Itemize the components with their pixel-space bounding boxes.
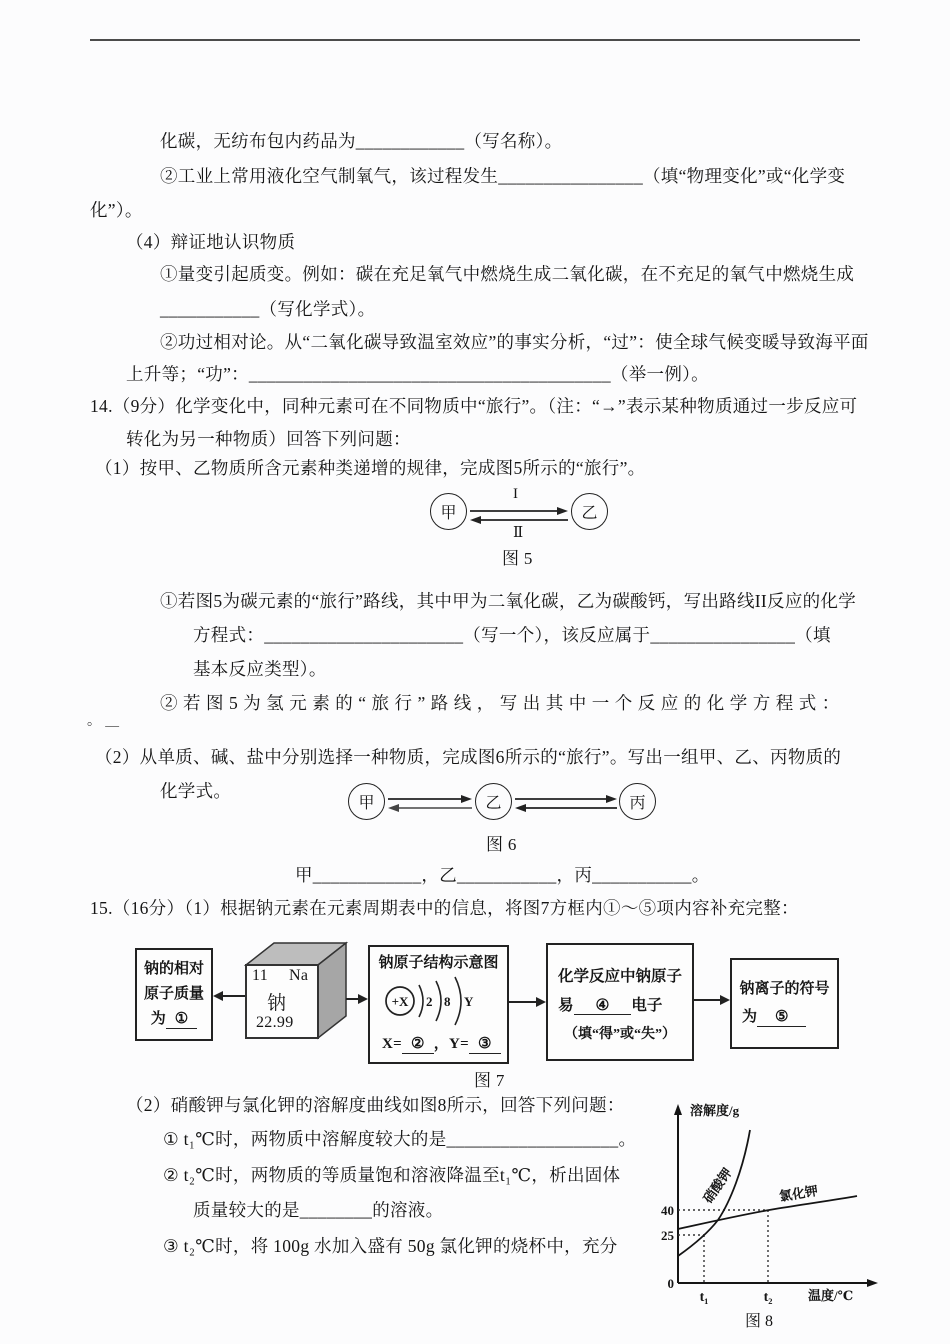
- q15-item3: ③ t₂℃时，将 100g 水加入盛有 50g 氯化钾的烧杯中，充分: [163, 1236, 618, 1256]
- fig8-caption: 图 8: [745, 1313, 774, 1330]
- fig7-blank-2: ②: [402, 1037, 434, 1054]
- q14-part2-line1: （2）从单质、碱、盐中分别选择一种物质，完成图6所示的“旅行”。写出一组甲、乙、丙物质的: [95, 747, 842, 767]
- q14-part1a-line3: 基本反应类型）。: [193, 659, 327, 679]
- fig6-node-bing: 丙: [619, 783, 656, 820]
- q13-line2: ②工业上常用液化空气制氧气，该过程发生________________（填“物理变化”或“化学变: [160, 166, 846, 186]
- q14-wrap-fragment: 。 ＿: [87, 714, 120, 729]
- fig7-box2-bottom: [382, 1032, 501, 1054]
- fig8-xlabel: 温度/℃: [808, 1288, 854, 1303]
- fig7-blank-3: ③: [469, 1037, 501, 1054]
- fig7-box3-line3: （填“得”或“失”）: [564, 1027, 676, 1042]
- fig8-ytick-40: 40: [661, 1203, 674, 1218]
- fig7-shell1-count: 2: [426, 994, 433, 1009]
- fig7-shell2-count: 8: [444, 994, 451, 1009]
- fig7-element-name: 钠: [267, 993, 287, 1014]
- fig8-ytick-0: 0: [667, 1276, 674, 1291]
- q14-header2: 转化为另一种物质）回答下列问题：: [126, 429, 411, 449]
- fig5-route-i-label: I: [513, 486, 519, 502]
- fig7-box1-line2: 原子质量: [143, 986, 204, 1002]
- q13-line1: 化碳，无纺布包内药品为____________（写名称）。: [160, 131, 563, 151]
- fig8-ylabel: 溶解度/g: [690, 1103, 740, 1118]
- fig5-node-jia: 甲: [430, 493, 467, 530]
- q14-part2-line2: 化学式。: [160, 781, 232, 801]
- fig6-node-jia: 甲: [348, 783, 385, 820]
- fig7-arrow-right-icon-3: [694, 993, 730, 1007]
- fig7-box-relative-mass: [135, 948, 213, 1041]
- fig7-arrow-right-icon-1: [346, 992, 368, 1006]
- q13-line8: 上升等；“功”：________________________________________（举一例）。: [126, 364, 709, 384]
- fig7-nucleus-label: +X: [391, 994, 409, 1009]
- fig7-atomic-mass: 22.99: [256, 1014, 294, 1031]
- fig7-atom-diagram: [378, 974, 500, 1028]
- top-divider: [90, 39, 860, 41]
- fig8-xaxis-arrow-icon: [867, 1279, 878, 1287]
- fig6-reversible-arrows-right-icon: [515, 792, 617, 816]
- q15-item2-line2: 质量较大的是________的溶液。: [193, 1200, 444, 1220]
- fig7-box3-post: 电子: [631, 997, 663, 1014]
- q14-part1a-line2: 方程式：______________________（写一个），该反应属于________________（填: [193, 625, 831, 645]
- fig6-reversible-arrows-left-icon: [388, 792, 472, 816]
- fig7-x-equals: X=: [382, 1036, 402, 1052]
- fig6-node-yi: 乙: [475, 783, 512, 820]
- fig7-blank-4: ④: [574, 998, 632, 1015]
- q13-line5: ①量变引起质变。例如：碳在充足氧气中燃烧生成二氧化碳，在不充足的氧气中燃烧生成: [160, 264, 855, 284]
- q13-line3: 化”）。: [90, 200, 143, 220]
- fig7-blank-1: ①: [166, 1012, 197, 1029]
- q14-answer-blanks: 甲____________，乙___________，丙___________。: [295, 865, 710, 885]
- fig5-caption: 图 5: [502, 549, 533, 568]
- fig5-route-ii-label: Ⅱ: [513, 525, 524, 541]
- fig7-box1-pre: 为: [150, 1011, 166, 1027]
- fig5-node-yi: 乙: [571, 493, 608, 530]
- fig7-element-symbol: Na: [289, 967, 309, 984]
- fig6-caption: 图 6: [486, 835, 517, 854]
- fig7-box-ion-symbol: [730, 958, 839, 1049]
- fig7-box1-line1: 钠的相对: [143, 961, 204, 977]
- fig8-xtick-t2: t₂: [763, 1290, 773, 1305]
- fig7-box3-pre: 易: [558, 997, 574, 1014]
- q15-item2-line1: ② t₂℃时，两物质的等质量饱和溶液降温至t₁℃，析出固体: [163, 1165, 621, 1185]
- fig7-blank-5: ⑤: [757, 1010, 806, 1027]
- fig7-box3-line1: 化学反应中钠原子: [557, 968, 682, 985]
- fig8-kno3-label: 硝酸钾: [700, 1165, 735, 1206]
- fig7-box-electron-transfer: [546, 943, 694, 1061]
- fig8-xtick-t1: t₁: [699, 1290, 709, 1305]
- q14-header: 14.（9分）化学变化中，同种元素可在不同物质中“旅行”。（注：“→”表示某种物质通过一步反应可: [90, 396, 858, 416]
- q15-item1: ① t₁℃时，两物质中溶解度较大的是___________________。: [163, 1129, 637, 1149]
- fig7-box4-pre: 为: [742, 1009, 758, 1025]
- q13-sub4-heading: （4）辩证地认识物质: [126, 232, 296, 252]
- fig7-y-equals: ，Y=: [433, 1036, 470, 1052]
- q14-part1b: ②若图5为氢元素的“旅行”路线，写出其中一个反应的化学方程式：: [160, 693, 845, 713]
- fig8-ytick-25: 25: [661, 1228, 674, 1243]
- q14-part1: （1）按甲、乙物质所含元素种类递增的规律，完成图5所示的“旅行”。: [95, 458, 646, 478]
- fig7-box4-line1: 钠离子的符号: [739, 981, 830, 997]
- fig7-box2-title: 钠原子结构示意图: [378, 955, 499, 971]
- q13-line7: ②功过相对论。从“二氧化碳导致温室效应”的事实分析，“过”：使全球气候变暖导致海平面: [160, 332, 869, 352]
- fig8-yaxis-arrow-icon: [674, 1104, 682, 1115]
- fig7-arrow-right-icon-2: [509, 995, 546, 1009]
- q15-part2-header: （2）硝酸钾与氯化钾的溶解度曲线如图8所示，回答下列问题：: [126, 1095, 625, 1115]
- fig8-kcl-label: 氯化钾: [778, 1183, 820, 1204]
- fig7-caption: 图 7: [474, 1071, 505, 1090]
- q13-line6: ___________（写化学式）。: [160, 299, 376, 319]
- fig7-shell3-count: Y: [464, 994, 474, 1009]
- fig7-atomic-number: 11: [252, 967, 269, 984]
- q15-header: 15.（16分）（1）根据钠元素在元素周期表中的信息，将图7方框内①～⑤项内容补充完整：: [90, 898, 799, 918]
- fig8-solubility-chart: [650, 1098, 900, 1338]
- q14-part1a-line1: ①若图5为碳元素的“旅行”路线，其中甲为二氧化碳，乙为碳酸钙，写出路线II反应的化学: [160, 591, 857, 611]
